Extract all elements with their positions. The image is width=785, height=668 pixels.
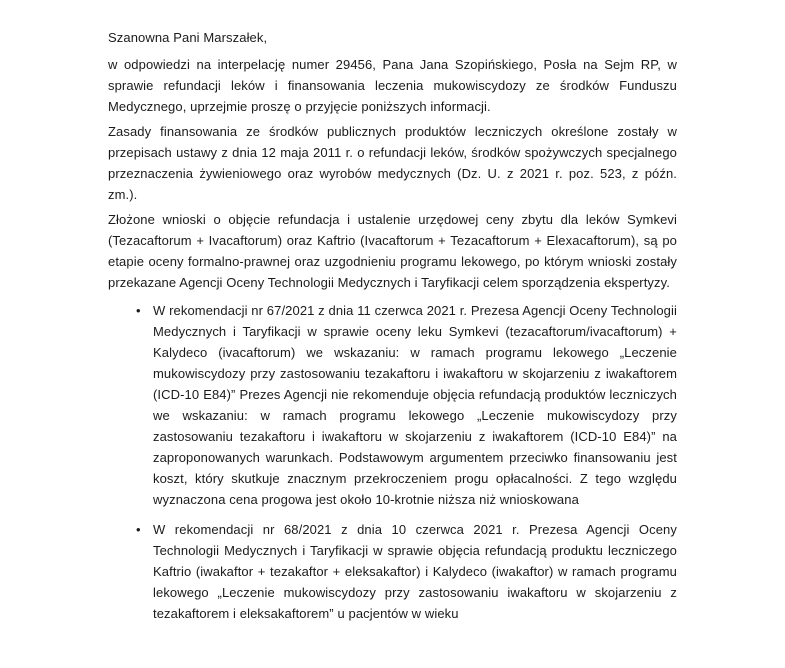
salutation: Szanowna Pani Marszałek, xyxy=(108,30,268,45)
paragraph-funding-rules: Zasady finansowania ze środków publicznych produktów leczniczych określone zostały w przepisach ustawy z dnia 12 maja 2011 r. o refundacji leków, środków spożywczych specjalnego przeznaczenia żywieniowego oraz wyrobów medycznych (Dz. U. z 2021 r. poz. 523, z późn. zm.). xyxy=(108,124,677,202)
bullet-icon: • xyxy=(136,522,141,537)
paragraph-intro: w odpowiedzi na interpelację numer 29456, Pana Jana Szopińskiego, Posła na Sejm RP, w sprawie refundacji leków i finansowania leczenia mukowiscydozy ze środków Funduszu Medycznego, uprzejmie proszę o przyjęcie poniższych informacji. xyxy=(108,57,677,114)
paragraph-applications: Złożone wnioski o objęcie refundacja i ustalenie urzędowej ceny zbytu dla leków Symkevi (Tezacaftorum + Ivacaftorum) oraz Kaftrio (Ivacaftorum + Tezacaftorum + Elexacaftorum), są po etapie oceny formalno-prawnej oraz uzgodnieniu programu lekowego, po którym wnioski zostały przekazane Agencji Oceny Technologii Medycznych i Taryfikacji celem sporządzenia ekspertyzy. xyxy=(108,212,677,290)
list-item-recommendation-68-2021 xyxy=(108,519,677,624)
bullet-text-recommendation-67-2021: W rekomendacji nr 67/2021 z dnia 11 czerwca 2021 r. Prezesa Agencji Oceny Technologii Medycznych i Taryfikacji w sprawie oceny leku Symkevi (tezacaftorum/ivacaftorum) + Kalydeco (ivacaftorum) we wskazaniu: w ramach programu lekowego „Leczenie mukowiscydozy przy zastosowaniu tezakaftoru i iwakaftoru w skojarzeniu z iwakaftorem (ICD-10 E84)” Prezes Agencji nie rekomenduje objęcia refundacją produktów leczniczych we wskazaniu: w ramach programu lekowego „Leczenie mukowiscydozy przy zastosowaniu tezakaftoru i iwakaftoru w skojarzeniu z iwakaftorem (ICD-10 E84)” na zaproponowanych warunkach. Podstawowym argumentem przeciwko finansowaniu jest koszt, który skutkuje znacznym przekroczeniem progu opłacalności. Z tego względu wyznaczona cena progowa jest około 10-krotnie niższa niż wnioskowana xyxy=(153,303,677,507)
bullet-text-recommendation-68-2021: W rekomendacji nr 68/2021 z dnia 10 czerwca 2021 r. Prezesa Agencji Oceny Technologii Medycznych i Taryfikacji w sprawie objęcia refundacją produktu leczniczego Kaftrio (iwakaftor + tezakaftor + eleksakaftor) i Kalydeco (iwakaftor) w ramach programu lekowego „Leczenie mukowiscydozy przy zastosowaniu iwakaftoru w skojarzeniu z tezakaftorem i eleksakaftorem” u pacjentów w wieku xyxy=(153,522,677,621)
bullet-icon: • xyxy=(136,303,141,318)
list-item-recommendation-67-2021 xyxy=(108,300,677,510)
recommendation-list xyxy=(108,300,677,624)
